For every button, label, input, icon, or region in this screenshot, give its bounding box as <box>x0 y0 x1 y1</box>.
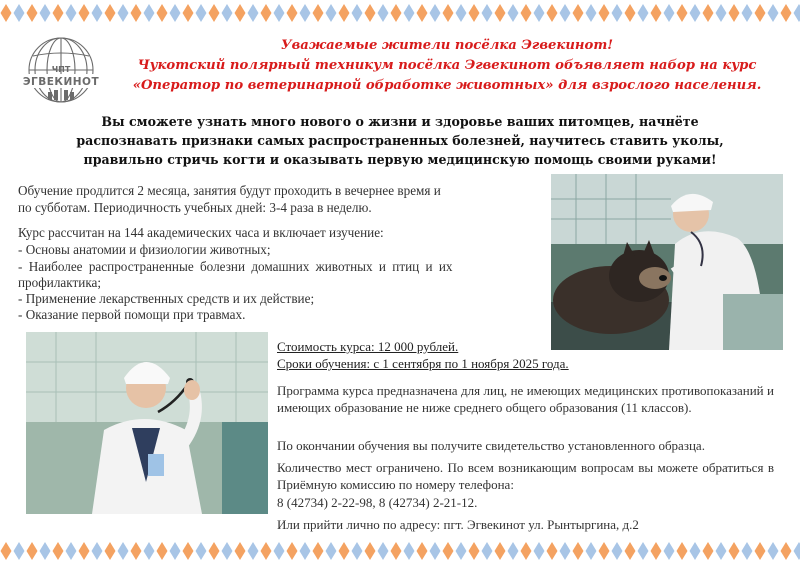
border-diamond <box>469 542 480 560</box>
border-diamond <box>677 4 688 22</box>
border-diamond <box>326 4 337 22</box>
curriculum-item: - Основы анатомии и физиологии животных; <box>18 242 271 257</box>
curriculum-item-continuation: профилактика; <box>18 275 102 290</box>
schedule-line-2: по субботам. Периодичность учебных дней: 3-4 раза в неделю. <box>18 200 372 215</box>
border-diamond <box>391 4 402 22</box>
course-title-heading: «Оператор по ветеринарной обработке животных» для взрослого населения. <box>132 78 762 93</box>
border-diamond <box>547 542 558 560</box>
border-diamond <box>53 542 64 560</box>
border-diamond <box>40 542 51 560</box>
border-diamond <box>209 542 220 560</box>
border-diamond <box>729 542 740 560</box>
border-diamond <box>365 4 376 22</box>
course-dates: Сроки обучения: с 1 сентября по 1 ноября 2025 года. <box>277 356 569 371</box>
border-diamond <box>781 542 792 560</box>
border-diamond <box>456 4 467 22</box>
border-diamond <box>794 4 800 22</box>
border-diamond <box>79 4 90 22</box>
border-diamond <box>599 4 610 22</box>
intro-line-1: Вы сможете узнать много нового о жизни и здоровье ваших питомцев, начнёте <box>101 114 699 129</box>
border-diamond <box>222 4 233 22</box>
border-diamond <box>547 4 558 22</box>
border-diamond <box>521 542 532 560</box>
border-diamond <box>339 542 350 560</box>
border-diamond <box>79 542 90 560</box>
border-diamond <box>638 542 649 560</box>
curriculum-item: - Наиболее распространенные болезни домашних животных и птиц и их <box>18 259 453 274</box>
border-diamond <box>651 542 662 560</box>
border-diamond <box>183 542 194 560</box>
border-diamond <box>183 4 194 22</box>
border-diamond <box>677 542 688 560</box>
border-diamond <box>690 4 701 22</box>
border-diamond <box>105 4 116 22</box>
border-diamond <box>482 542 493 560</box>
border-diamond <box>196 542 207 560</box>
border-diamond <box>638 4 649 22</box>
phone-numbers: 8 (42734) 2-22-98, 8 (42734) 2-21-12. <box>277 495 478 510</box>
border-diamond <box>313 542 324 560</box>
greeting-heading: Уважаемые жители посёлка Эгвекинот! <box>280 38 614 53</box>
border-diamond <box>690 542 701 560</box>
border-diamond <box>131 542 142 560</box>
border-diamond <box>534 542 545 560</box>
border-diamond <box>118 4 129 22</box>
border-diamond <box>235 4 246 22</box>
border-diamond <box>378 542 389 560</box>
border-diamond <box>573 4 584 22</box>
border-diamond <box>716 542 727 560</box>
border-diamond <box>651 4 662 22</box>
border-diamond <box>469 4 480 22</box>
border-diamond <box>586 542 597 560</box>
border-diamond <box>222 542 233 560</box>
border-diamond <box>664 542 675 560</box>
border-diamond <box>248 542 259 560</box>
border-diamond <box>521 4 532 22</box>
border-diamond <box>157 4 168 22</box>
border-diamond <box>14 542 25 560</box>
announcement-heading: Чукотский полярный техникум посёлка Эгвекинот объявляет набор на курс <box>137 58 757 73</box>
border-diamond <box>261 4 272 22</box>
border-diamond <box>755 542 766 560</box>
border-diamond <box>560 542 571 560</box>
border-diamond <box>1 542 12 560</box>
border-diamond <box>755 4 766 22</box>
border-diamond <box>92 4 103 22</box>
border-diamond <box>92 542 103 560</box>
curriculum-item: - Применение лекарственных средств и их действие; <box>18 291 315 306</box>
border-diamond <box>534 4 545 22</box>
border-diamond <box>300 4 311 22</box>
border-diamond <box>495 4 506 22</box>
border-diamond <box>703 542 714 560</box>
border-diamond <box>391 542 402 560</box>
border-diamond <box>261 542 272 560</box>
border-diamond <box>430 542 441 560</box>
border-diamond <box>716 4 727 22</box>
border-diamond <box>27 542 38 560</box>
border-diamond <box>612 542 623 560</box>
border-diamond <box>157 542 168 560</box>
border-diamond <box>664 4 675 22</box>
border-diamond <box>508 4 519 22</box>
intro-line-3: правильно стричь когти и оказывать первую медицинскую помощь своими руками! <box>83 152 717 167</box>
border-diamond <box>66 542 77 560</box>
border-diamond <box>14 4 25 22</box>
border-diamond <box>417 542 428 560</box>
border-diamond <box>274 542 285 560</box>
border-diamond <box>287 4 298 22</box>
border-diamond <box>781 4 792 22</box>
veterinarian-portrait-photo <box>26 332 268 514</box>
border-diamond <box>144 4 155 22</box>
border-diamond <box>1 4 12 22</box>
curriculum-item: - Оказание первой помощи при травмах. <box>18 307 246 322</box>
border-diamond <box>248 4 259 22</box>
border-diamond <box>794 542 800 560</box>
border-diamond <box>560 4 571 22</box>
logo-top-text: ЧПТ <box>51 65 71 74</box>
border-diamond <box>482 4 493 22</box>
border-diamond <box>599 542 610 560</box>
border-diamond <box>313 4 324 22</box>
course-cost: Стоимость курса: 12 000 рублей. <box>277 339 459 354</box>
border-diamond <box>326 542 337 560</box>
border-diamond <box>235 542 246 560</box>
border-diamond <box>365 542 376 560</box>
border-diamond <box>274 4 285 22</box>
border-diamond <box>170 4 181 22</box>
border-diamond <box>430 4 441 22</box>
border-diamond <box>53 4 64 22</box>
border-diamond <box>40 4 51 22</box>
border-diamond <box>443 4 454 22</box>
border-diamond <box>352 4 363 22</box>
border-diamond <box>105 542 116 560</box>
address-line: Или прийти лично по адресу: пгт. Эгвекинот ул. Рынтыргина, д.2 <box>277 517 639 532</box>
border-diamond <box>27 4 38 22</box>
border-diamond <box>495 542 506 560</box>
contact-paragraph: Количество мест ограничено. По всем возникающим вопросам вы можете обратиться в Приёмную комиссию по номеру телефона: <box>277 460 774 492</box>
curriculum-intro: Курс рассчитан на 144 академических часа и включает изучение: <box>18 225 384 240</box>
border-diamond <box>625 4 636 22</box>
border-diamond <box>378 4 389 22</box>
border-diamond <box>443 542 454 560</box>
border-diamond <box>339 4 350 22</box>
border-diamond <box>768 4 779 22</box>
border-diamond <box>404 542 415 560</box>
border-diamond <box>586 4 597 22</box>
border-diamond <box>170 542 181 560</box>
border-diamond <box>742 542 753 560</box>
top-diamond-border <box>0 2 800 24</box>
logo-bottom-text: ЭГВЕКИНОТ <box>22 76 100 88</box>
bottom-diamond-border <box>0 540 800 562</box>
schedule-line-1: Обучение продлится 2 месяца, занятия будут проходить в вечернее время и <box>18 183 441 198</box>
border-diamond <box>456 542 467 560</box>
border-diamond <box>144 542 155 560</box>
border-diamond <box>66 4 77 22</box>
border-diamond <box>508 542 519 560</box>
audience-paragraph: Программа курса предназначена для лиц, не имеющих медицинских противопоказаний и имеющих образование не ниже среднего общего образования (11 классов). <box>277 383 774 415</box>
border-diamond <box>729 4 740 22</box>
border-diamond <box>196 4 207 22</box>
college-globe-logo <box>18 30 104 116</box>
border-diamond <box>118 542 129 560</box>
border-diamond <box>300 542 311 560</box>
border-diamond <box>352 542 363 560</box>
border-diamond <box>404 4 415 22</box>
border-diamond <box>742 4 753 22</box>
border-diamond <box>612 4 623 22</box>
border-diamond <box>573 542 584 560</box>
intro-line-2: распознавать признаки самых распространенных болезней, научитесь ставить уколы, <box>76 133 724 148</box>
border-diamond <box>209 4 220 22</box>
border-diamond <box>131 4 142 22</box>
border-diamond <box>625 542 636 560</box>
border-diamond <box>287 542 298 560</box>
border-diamond <box>768 542 779 560</box>
vet-examining-dog-photo <box>551 174 783 350</box>
border-diamond <box>417 4 428 22</box>
certificate-paragraph: По окончании обучения вы получите свидетельство установленного образца. <box>277 438 705 453</box>
border-diamond <box>703 4 714 22</box>
